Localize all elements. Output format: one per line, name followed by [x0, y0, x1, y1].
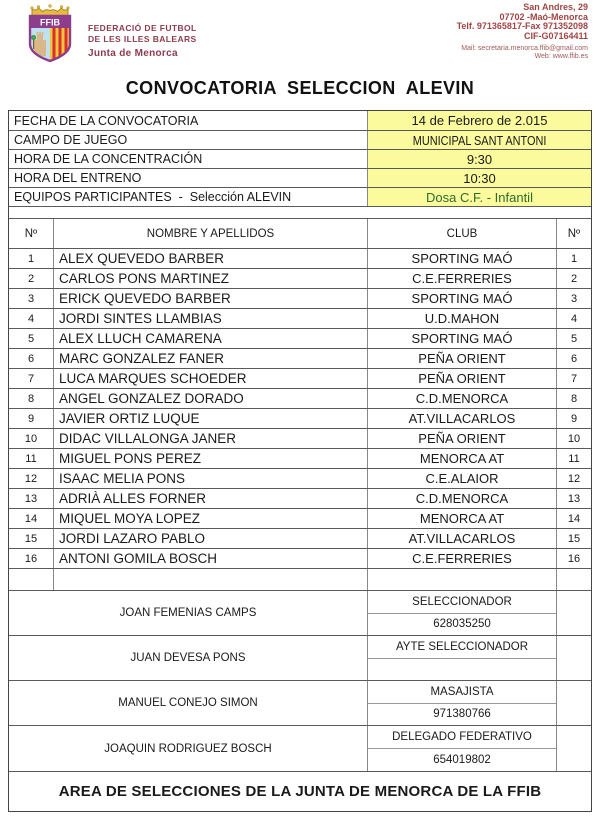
- staff-name-cell: JUAN DEVESA PONS: [130, 652, 246, 664]
- info-label: CAMPO DE JUEGO: [14, 133, 128, 147]
- player-name-cell: CARLOS PONS MARTINEZ: [53, 269, 367, 288]
- player-club-cell: C.D.MENORCA: [367, 389, 556, 408]
- table-row: [9, 448, 591, 468]
- player-number-cell: 11: [25, 452, 37, 465]
- player-name-cell: ANTONI GOMILA BOSCH: [53, 549, 367, 568]
- player-number-cell: 10: [24, 432, 38, 445]
- logo-acronym: FFIB: [40, 17, 60, 28]
- table-row: [9, 308, 591, 328]
- staff-phone-cell: [368, 659, 556, 681]
- info-value: 14 de Febrero de 2.015: [411, 113, 548, 128]
- info-value-cell: [367, 188, 591, 206]
- player-number-cell: 6: [27, 352, 35, 365]
- player-number-cell: 2: [556, 269, 591, 288]
- table-row: [9, 468, 591, 488]
- player-name-cell: MIGUEL PONS PEREZ: [53, 449, 367, 468]
- player-number-cell: 5: [556, 329, 591, 348]
- table-row: [9, 528, 591, 548]
- player-number-cell: 10: [556, 429, 591, 448]
- ffib-crest: [19, 2, 81, 69]
- staff-role-cell: AYTE SELECCIONADOR: [368, 636, 556, 659]
- player-number-cell: 6: [556, 349, 591, 368]
- info-value: 9:30: [466, 151, 493, 167]
- info-row-entreno: [9, 168, 591, 187]
- ffib-shield-icon: [19, 2, 81, 64]
- table-row: [9, 408, 591, 428]
- player-number-cell: 15: [556, 529, 591, 548]
- staff-row: [9, 680, 591, 725]
- info-label: EQUIPOS PARTICIPANTES - Selección ALEVIN: [14, 190, 292, 204]
- player-number-cell: 7: [556, 369, 591, 388]
- info-value: Dosa C.F. - Infantil: [426, 189, 533, 205]
- info-row-equipos: [9, 187, 591, 206]
- info-value-cell: [367, 131, 591, 149]
- staff-phone-cell: 971380766: [433, 708, 491, 721]
- player-name-cell: ALEX QUEVEDO BARBER: [53, 249, 367, 268]
- table-row: [9, 288, 591, 308]
- info-row-concentracion: [9, 149, 591, 168]
- staff-role-cell: DELEGADO FEDERATIVO: [368, 726, 556, 749]
- address-web: Web: www.ffib.es: [534, 53, 588, 60]
- player-number-cell: 13: [24, 492, 38, 505]
- info-label: FECHA DE LA CONVOCATORIA: [14, 113, 199, 128]
- address-cif: CIF-G07164411: [523, 30, 588, 41]
- staff-role-cell: MASAJISTA: [368, 681, 556, 704]
- staff-role-cell: SELECCIONADOR: [368, 591, 556, 614]
- col-header-club: CLUB: [367, 219, 556, 248]
- table-row: [9, 368, 591, 388]
- player-number-cell: 9: [556, 409, 591, 428]
- player-number-cell: 9: [27, 412, 35, 425]
- table-row: [9, 488, 591, 508]
- staff-row: [9, 635, 591, 680]
- player-name-cell: MARC GONZALEZ FANER: [53, 349, 367, 368]
- player-number-cell: 16: [24, 552, 38, 565]
- player-number-cell: 12: [24, 472, 38, 485]
- table-row: [9, 248, 591, 268]
- players-header-row: [9, 218, 591, 248]
- postal-code: 07702: [499, 11, 525, 22]
- address-street: San Andres, 29: [523, 2, 588, 12]
- player-number-cell: 8: [556, 389, 591, 408]
- player-club-cell: MENORCA AT: [367, 509, 556, 528]
- player-club-cell: C.D.MENORCA: [367, 489, 556, 508]
- player-number-cell: 12: [556, 469, 591, 488]
- player-number-cell: 3: [27, 292, 35, 305]
- player-number-cell: 3: [556, 289, 591, 308]
- col-header-number-left: Nº: [24, 227, 38, 240]
- convocatoria-table: [8, 110, 592, 812]
- table-row: [9, 548, 591, 568]
- info-value-cell: [367, 169, 591, 187]
- city-name: -Maó-Menorca: [524, 11, 588, 22]
- spacer-row: [9, 206, 591, 218]
- info-value-cell: [367, 111, 591, 130]
- player-name-cell: ALEX LLUCH CAMARENA: [53, 329, 367, 348]
- player-name-cell: JORDI LAZARO PABLO: [53, 529, 367, 548]
- player-name-cell: MIQUEL MOYA LOPEZ: [53, 509, 367, 528]
- table-row: [9, 508, 591, 528]
- player-club-cell: U.D.MAHON: [367, 309, 556, 328]
- staff-row: [9, 725, 591, 771]
- player-club-cell: C.E.ALAIOR: [367, 469, 556, 488]
- player-name-cell: DIDAC VILLALONGA JANER: [53, 429, 367, 448]
- player-club-cell: AT.VILLACARLOS: [367, 529, 556, 548]
- table-row: [9, 388, 591, 408]
- player-name-cell: ANGEL GONZALEZ DORADO: [53, 389, 367, 408]
- federation-name-line2: DE LES ILLES BALEARS: [88, 33, 197, 44]
- staff-phone-cell: 654019802: [433, 754, 491, 766]
- table-row: [9, 428, 591, 448]
- player-number-cell: 5: [27, 332, 35, 345]
- player-number-cell: 14: [24, 512, 38, 525]
- page-title: CONVOCATORIA SELECCION ALEVIN: [125, 78, 475, 98]
- player-number-cell: 8: [27, 392, 35, 405]
- player-name-cell: LUCA MARQUES SCHOEDER: [53, 369, 367, 388]
- player-number-cell: 16: [556, 549, 591, 568]
- player-number-cell: 14: [556, 509, 591, 528]
- player-name-cell: ERICK QUEVEDO BARBER: [53, 289, 367, 308]
- player-number-cell: 4: [27, 312, 35, 325]
- address-block: [457, 3, 588, 61]
- player-club-cell: SPORTING MAÓ: [367, 289, 556, 308]
- player-name-cell: JORDI SINTES LLAMBIAS: [53, 309, 367, 328]
- player-club-cell: PEÑA ORIENT: [367, 369, 556, 388]
- table-row: [9, 348, 591, 368]
- info-row-campo: [9, 130, 591, 149]
- player-club-cell: MENORCA AT: [367, 449, 556, 468]
- staff-name-cell: JOAQUIN RODRIGUEZ BOSCH: [104, 742, 272, 755]
- player-club-cell: PEÑA ORIENT: [367, 429, 556, 448]
- player-name-cell: ISAAC MELIA PONS: [53, 469, 367, 488]
- staff-name-cell: JOAN FEMENIAS CAMPS: [119, 607, 257, 619]
- info-value: MUNICIPAL SANT ANTONI: [412, 132, 547, 148]
- col-header-name: NOMBRE Y APELLIDOS: [53, 219, 367, 248]
- player-club-cell: C.E.FERRERIES: [367, 269, 556, 288]
- table-row: [9, 268, 591, 288]
- player-name-cell: ADRIÀ ALLES FORNER: [53, 489, 367, 508]
- federation-branch: Junta de Menorca: [88, 48, 178, 59]
- address-mail: Mail: secretaria.menorca.ffib@gmail.com: [461, 45, 588, 52]
- player-number-cell: 13: [556, 489, 591, 508]
- player-number-cell: 4: [556, 309, 591, 328]
- federation-name-line1: FEDERACIÓ DE FUTBOL: [88, 23, 197, 33]
- player-number-cell: 2: [27, 272, 35, 285]
- table-row: [9, 328, 591, 348]
- info-value-cell: [367, 150, 591, 168]
- player-number-cell: 1: [556, 249, 591, 268]
- player-number-cell: 15: [24, 532, 38, 545]
- player-number-cell: 1: [27, 252, 35, 265]
- player-number-cell: 11: [556, 449, 591, 468]
- staff-name-cell: MANUEL CONEJO SIMON: [118, 697, 258, 709]
- player-club-cell: SPORTING MAÓ: [367, 329, 556, 348]
- staff-row: [9, 590, 591, 635]
- info-label: HORA DE LA CONCENTRACIÓN: [14, 152, 203, 166]
- info-row-fecha: [9, 111, 591, 130]
- address-phone-fax: Telf. 971365817-Fax 971352098: [456, 21, 588, 31]
- federation-name-block: [88, 23, 197, 59]
- info-value: 10:30: [463, 170, 496, 186]
- footer-banner: AREA DE SELECCIONES DE LA JUNTA DE MENORCA DE LA FFIB: [9, 771, 591, 811]
- player-number-cell: 7: [27, 372, 35, 385]
- player-club-cell: SPORTING MAÓ: [367, 249, 556, 268]
- player-name-cell: JAVIER ORTIZ LUQUE: [53, 409, 367, 428]
- staff-phone-cell: 628035250: [433, 618, 491, 631]
- player-club-cell: PEÑA ORIENT: [367, 349, 556, 368]
- col-header-number-right: Nº: [556, 219, 591, 248]
- spacer-row: [9, 568, 591, 590]
- player-club-cell: C.E.FERRERIES: [367, 549, 556, 568]
- player-club-cell: AT.VILLACARLOS: [367, 409, 556, 428]
- info-label: HORA DEL ENTRENO: [14, 171, 142, 185]
